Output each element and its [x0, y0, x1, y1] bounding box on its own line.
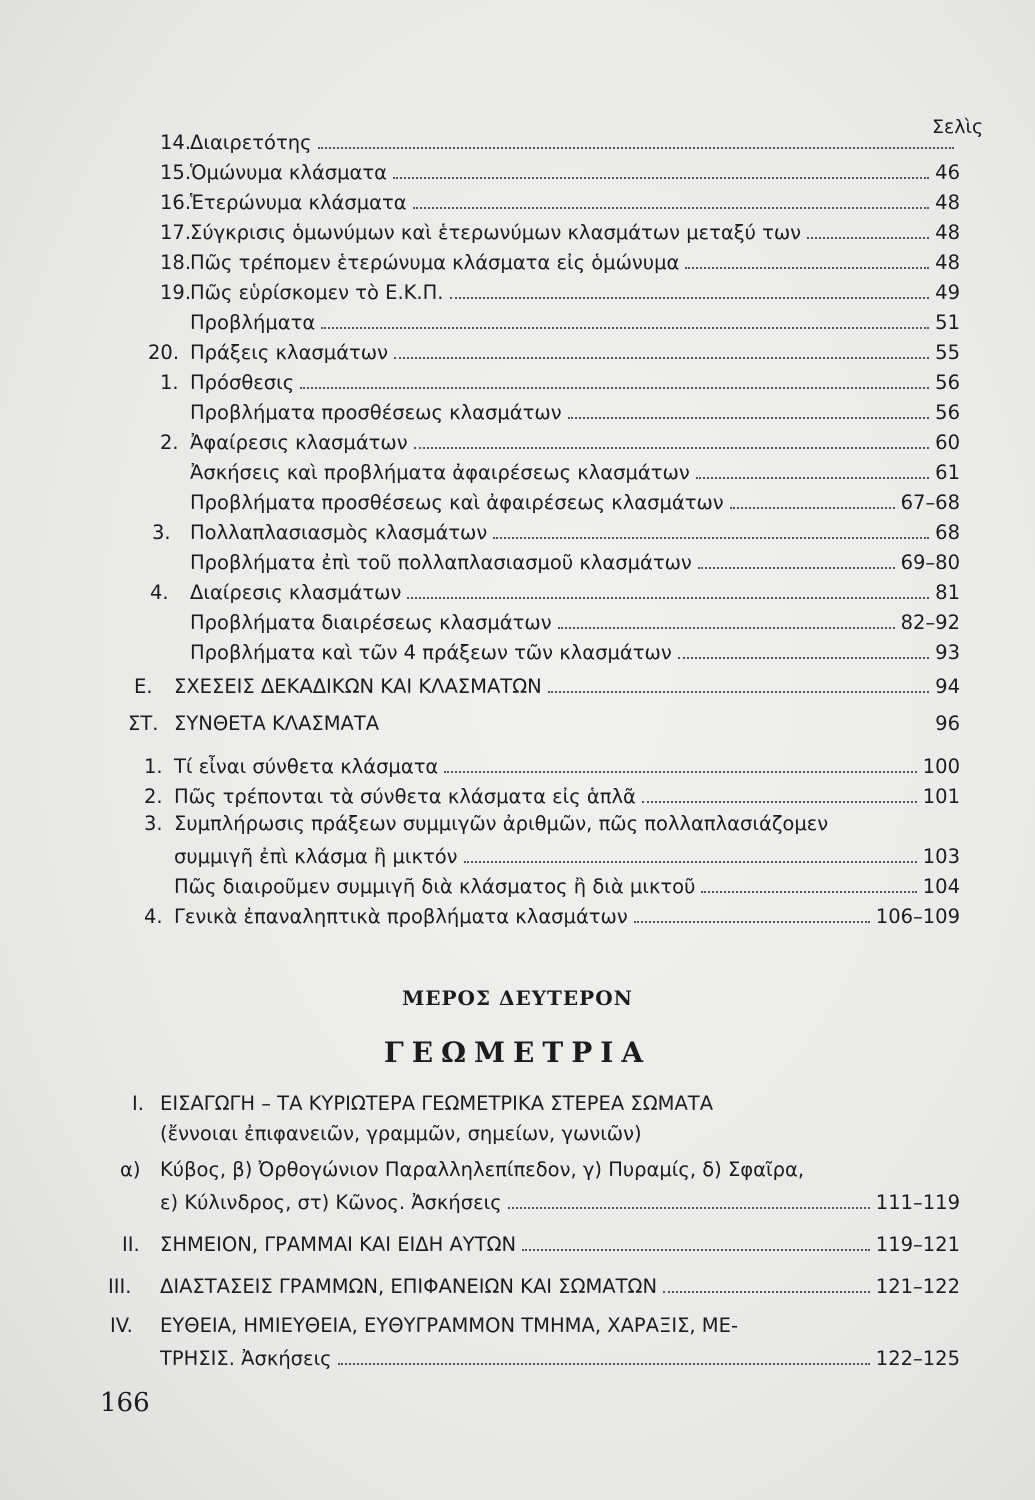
entry-page: 119–121 — [875, 1232, 960, 1256]
entry-title: Πράξεις κλασμάτων — [190, 340, 389, 364]
entry-title: Ἀφαίρεσις κλασμάτων — [190, 430, 408, 454]
entry-page: 46 — [935, 160, 960, 184]
entry-title: Πῶς τρέπονται τὰ σύνθετα κλάσματα εἰς ἁπλᾶ — [174, 784, 636, 808]
entry-page: 103 — [922, 844, 960, 868]
leader-dots — [321, 308, 929, 329]
leader-dots — [685, 248, 929, 269]
entry-page: 60 — [935, 430, 960, 454]
leader-dots — [568, 398, 930, 419]
entry-page: 111–119 — [875, 1190, 960, 1214]
entry-title: ΕΙΣΑΓΩΓΗ – ΤΑ ΚΥΡΙΩΤΕΡΑ ΓΕΩΜΕΤΡΙΚΑ ΣΤΕΡΕΑ ΣΩΜΑΤΑ — [160, 1092, 714, 1115]
entry-page: 69–80 — [900, 550, 960, 574]
toc-entry — [0, 1188, 960, 1218]
entry-title: Διαίρεσις κλασμάτων — [190, 580, 402, 604]
section-title: ΣΧΕΣΕΙΣ ΔΕΚΑΔΙΚΩΝ ΚΑΙ ΚΛΑΣΜΑΤΩΝ — [174, 674, 542, 698]
entry-title: Προβλήματα ἐπὶ τοῦ πολλαπλασιασμοῦ κλασμάτων — [190, 550, 692, 574]
entry-page: 48 — [935, 190, 960, 214]
entry-page: 51 — [935, 310, 960, 334]
subject-heading: ΓΕΩΜΕΤΡΙΑ — [383, 1036, 652, 1069]
leader-dots — [450, 278, 930, 299]
entry-title: Προβλήματα καὶ τῶν 4 πράξεων τῶν κλασμάτων — [190, 640, 672, 664]
entry-page: 93 — [935, 640, 960, 664]
entry-title: ΤΡΗΣΙΣ. Ἀσκήσεις — [160, 1346, 332, 1370]
toc-entry — [0, 398, 960, 428]
toc-entry: α) Κύβος, β) Ὀρθογώνιον Παραλληλεπίπεδον, γ) Πυραμίς, δ) Σφαῖρα, — [120, 1158, 805, 1181]
leader-dots — [730, 488, 895, 509]
entry-title: Κύβος, β) Ὀρθογώνιον Παραλληλεπίπεδον, γ) Πυραμίς, δ) Σφαῖρα, — [160, 1158, 805, 1181]
section-entry: Ε. ΣΧΕΣΕΙΣ ΔΕΚΑΔΙΚΩΝ ΚΑΙ ΚΛΑΣΜΑΤΩΝ 94 — [0, 672, 960, 702]
column-header-page: Σελὶς — [932, 116, 984, 138]
leader-dots — [464, 842, 917, 863]
leader-dots — [394, 338, 929, 359]
toc-entry — [0, 548, 960, 578]
entry-page: 81 — [935, 580, 960, 604]
entry-title: Προβλήματα διαιρέσεως κλασμάτων — [190, 610, 552, 634]
section-title: ΣΥΝΘΕΤΑ ΚΛΑΣΜΑΤΑ — [174, 712, 380, 735]
toc-entry: 2. Πῶς τρέπονται τὰ σύνθετα κλάσματα εἰς ἁπλᾶ 101 — [0, 782, 960, 812]
entry-page: 104 — [922, 874, 960, 898]
leader-dots — [558, 608, 895, 629]
entry-title: Προβλήματα προσθέσεως καὶ ἀφαιρέσεως κλασμάτων — [190, 490, 724, 514]
entry-title: Ὁμώνυμα κλάσματα — [190, 160, 388, 184]
entry-title: Προβλήματα προσθέσεως κλασμάτων — [190, 400, 562, 424]
leader-dots — [696, 458, 929, 479]
section-page: 94 — [935, 674, 960, 698]
entry-page: 121–122 — [875, 1274, 960, 1298]
toc-entry: 1. Πρόσθεσις 56 — [0, 368, 960, 398]
entry-title: Σύγκρισις ὁμωνύμων καὶ ἑτερωνύμων κλασμάτων μεταξύ των — [190, 220, 802, 244]
entry-title: Ἑτερώνυμα κλάσματα — [190, 190, 407, 214]
entry-title: Πῶς διαιροῦμεν συμμιγῆ διὰ κλάσματος ἢ διὰ μικτοῦ — [174, 874, 696, 898]
toc-entry: 18. Πῶς τρέπομεν ἑτερώνυμα κλάσματα εἰς ὁμώνυμα 48 — [0, 248, 960, 278]
leader-dots — [407, 578, 929, 599]
toc-entry: IV. ΕΥΘΕΙΑ, ΗΜΙΕΥΘΕΙΑ, ΕΥΘΥΓΡΑΜΜΟΝ ΤΜΗΜΑ, ΧΑΡΑΞΙΣ, ΜΕ- — [110, 1314, 738, 1337]
entry-title: Τί εἶναι σύνθετα κλάσματα — [174, 754, 439, 778]
entry-title: (ἔννοιαι ἐπιφανειῶν, γραμμῶν, σημείων, γωνιῶν) — [160, 1122, 642, 1145]
toc-entry: 20. Πράξεις κλασμάτων 55 — [0, 338, 960, 368]
toc-entry — [0, 488, 960, 518]
leader-dots — [698, 548, 895, 569]
toc-entry: 14. Διαιρετότης — [0, 128, 960, 158]
entry-page: 82–92 — [900, 610, 960, 634]
entry-title: Προβλήματα — [190, 310, 316, 334]
toc-entry: 3. Συμπλήρωσις πράξεων συμμιγῶν ἀριθμῶν, πῶς πολλαπλασιάζομεν — [144, 812, 829, 835]
toc-entry: 3. Πολλαπλασιασμὸς κλασμάτων 68 — [0, 518, 960, 548]
entry-page: 56 — [935, 370, 960, 394]
entry-page: 68 — [935, 520, 960, 544]
entry-page: 106–109 — [875, 904, 960, 928]
leader-dots — [393, 158, 929, 179]
entry-title: Πῶς εὑρίσκομεν τὸ Ε.Κ.Π. — [190, 280, 444, 304]
leader-dots — [701, 872, 916, 893]
entry-page: 56 — [935, 400, 960, 424]
entry-page: 61 — [935, 460, 960, 484]
toc-entry: 15. Ὁμώνυμα κλάσματα 46 — [0, 158, 960, 188]
toc-entry: 1. Τί εἶναι σύνθετα κλάσματα 100 — [0, 752, 960, 782]
entry-title: Διαιρετότης — [190, 130, 312, 154]
leader-dots — [300, 368, 929, 389]
leader-dots — [678, 638, 929, 659]
part-heading: ΜΕΡΟΣ ΔΕΥΤΕΡΟΝ — [402, 986, 633, 1010]
page-number: 166 — [100, 1388, 150, 1418]
entry-title: ΔΙΑΣΤΑΣΕΙΣ ΓΡΑΜΜΩΝ, ΕΠΙΦΑΝΕΙΩΝ ΚΑΙ ΣΩΜΑΤΩΝ — [160, 1274, 658, 1298]
toc-entry: 16. Ἑτερώνυμα κλάσματα 48 — [0, 188, 960, 218]
leader-dots — [508, 1188, 870, 1209]
toc-entry — [0, 872, 960, 902]
entry-page: 122–125 — [875, 1346, 960, 1370]
toc-entry: 4. Γενικὰ ἐπαναληπτικὰ προβλήματα κλασμάτων 106–109 — [0, 902, 960, 932]
entry-page: 55 — [935, 340, 960, 364]
leader-dots — [414, 428, 930, 449]
entry-title: Συμπλήρωσις πράξεων συμμιγῶν ἀριθμῶν, πῶς πολλαπλασιάζομεν — [174, 812, 829, 835]
entry-title: Ἀσκήσεις καὶ προβλήματα ἀφαιρέσεως κλασμάτων — [190, 460, 690, 484]
toc-entry — [0, 638, 960, 668]
section-entry: ΣΤ. ΣΥΝΘΕΤΑ ΚΛΑΣΜΑΤΑ 96 — [128, 712, 960, 735]
entry-page: 101 — [922, 784, 960, 808]
entry-title: ε) Κύλινδρος, στ) Κῶνος. Ἀσκήσεις — [160, 1190, 502, 1214]
leader-dots — [663, 1272, 870, 1293]
toc-entry: III. ΔΙΑΣΤΑΣΕΙΣ ΓΡΑΜΜΩΝ, ΕΠΙΦΑΝΕΙΩΝ ΚΑΙ ΣΩΜΑΤΩΝ 121–122 — [0, 1272, 960, 1302]
leader-dots — [807, 218, 929, 239]
entry-title: συμμιγῆ ἐπὶ κλάσμα ἢ μικτόν — [174, 844, 458, 868]
toc-entry: 4. Διαίρεσις κλασμάτων 81 — [0, 578, 960, 608]
toc-entry — [0, 608, 960, 638]
entry-title: Πρόσθεσις — [190, 370, 295, 394]
entry-title: ΕΥΘΕΙΑ, ΗΜΙΕΥΘΕΙΑ, ΕΥΘΥΓΡΑΜΜΟΝ ΤΜΗΜΑ, ΧΑΡΑΞΙΣ, ΜΕ- — [160, 1314, 738, 1337]
entry-page: 49 — [935, 280, 960, 304]
toc-entry — [0, 842, 960, 872]
leader-dots — [338, 1344, 870, 1365]
toc-entry: 19. Πῶς εὑρίσκομεν τὸ Ε.Κ.Π. 49 — [0, 278, 960, 308]
entry-page: 67–68 — [900, 490, 960, 514]
leader-dots — [318, 128, 954, 149]
toc-entry — [0, 458, 960, 488]
leader-dots — [413, 188, 930, 209]
toc-entry: 17. Σύγκρισις ὁμωνύμων καὶ ἑτερωνύμων κλασμάτων μεταξύ των 48 — [0, 218, 960, 248]
toc-entry: I. ΕΙΣΑΓΩΓΗ – ΤΑ ΚΥΡΙΩΤΕΡΑ ΓΕΩΜΕΤΡΙΚΑ ΣΤΕΡΕΑ ΣΩΜΑΤΑ — [132, 1092, 714, 1115]
leader-dots — [642, 782, 917, 803]
leader-dots — [522, 1230, 870, 1251]
toc-entry: 2. Ἀφαίρεσις κλασμάτων 60 — [0, 428, 960, 458]
leader-dots — [634, 902, 870, 923]
toc-entry — [0, 1122, 960, 1152]
entry-title: Πολλαπλασιασμὸς κλασμάτων — [190, 520, 488, 544]
entry-page: 48 — [935, 220, 960, 244]
entry-title: Γενικὰ ἐπαναληπτικὰ προβλήματα κλασμάτων — [174, 904, 628, 928]
toc-entry — [0, 308, 960, 338]
entry-page: 48 — [935, 250, 960, 274]
toc-entry — [0, 1344, 960, 1374]
entry-title: ΣΗΜΕΙΟΝ, ΓΡΑΜΜΑΙ ΚΑΙ ΕΙΔΗ ΑΥΤΩΝ — [160, 1232, 517, 1256]
leader-dots — [444, 752, 916, 773]
toc-entry: II. ΣΗΜΕΙΟΝ, ΓΡΑΜΜΑΙ ΚΑΙ ΕΙΔΗ ΑΥΤΩΝ 119–121 — [0, 1230, 960, 1260]
entry-page: 100 — [922, 754, 960, 778]
leader-dots — [493, 518, 929, 539]
section-page: 96 — [935, 712, 960, 735]
leader-dots — [548, 672, 929, 693]
entry-title: Πῶς τρέπομεν ἑτερώνυμα κλάσματα εἰς ὁμώνυμα — [190, 250, 680, 274]
